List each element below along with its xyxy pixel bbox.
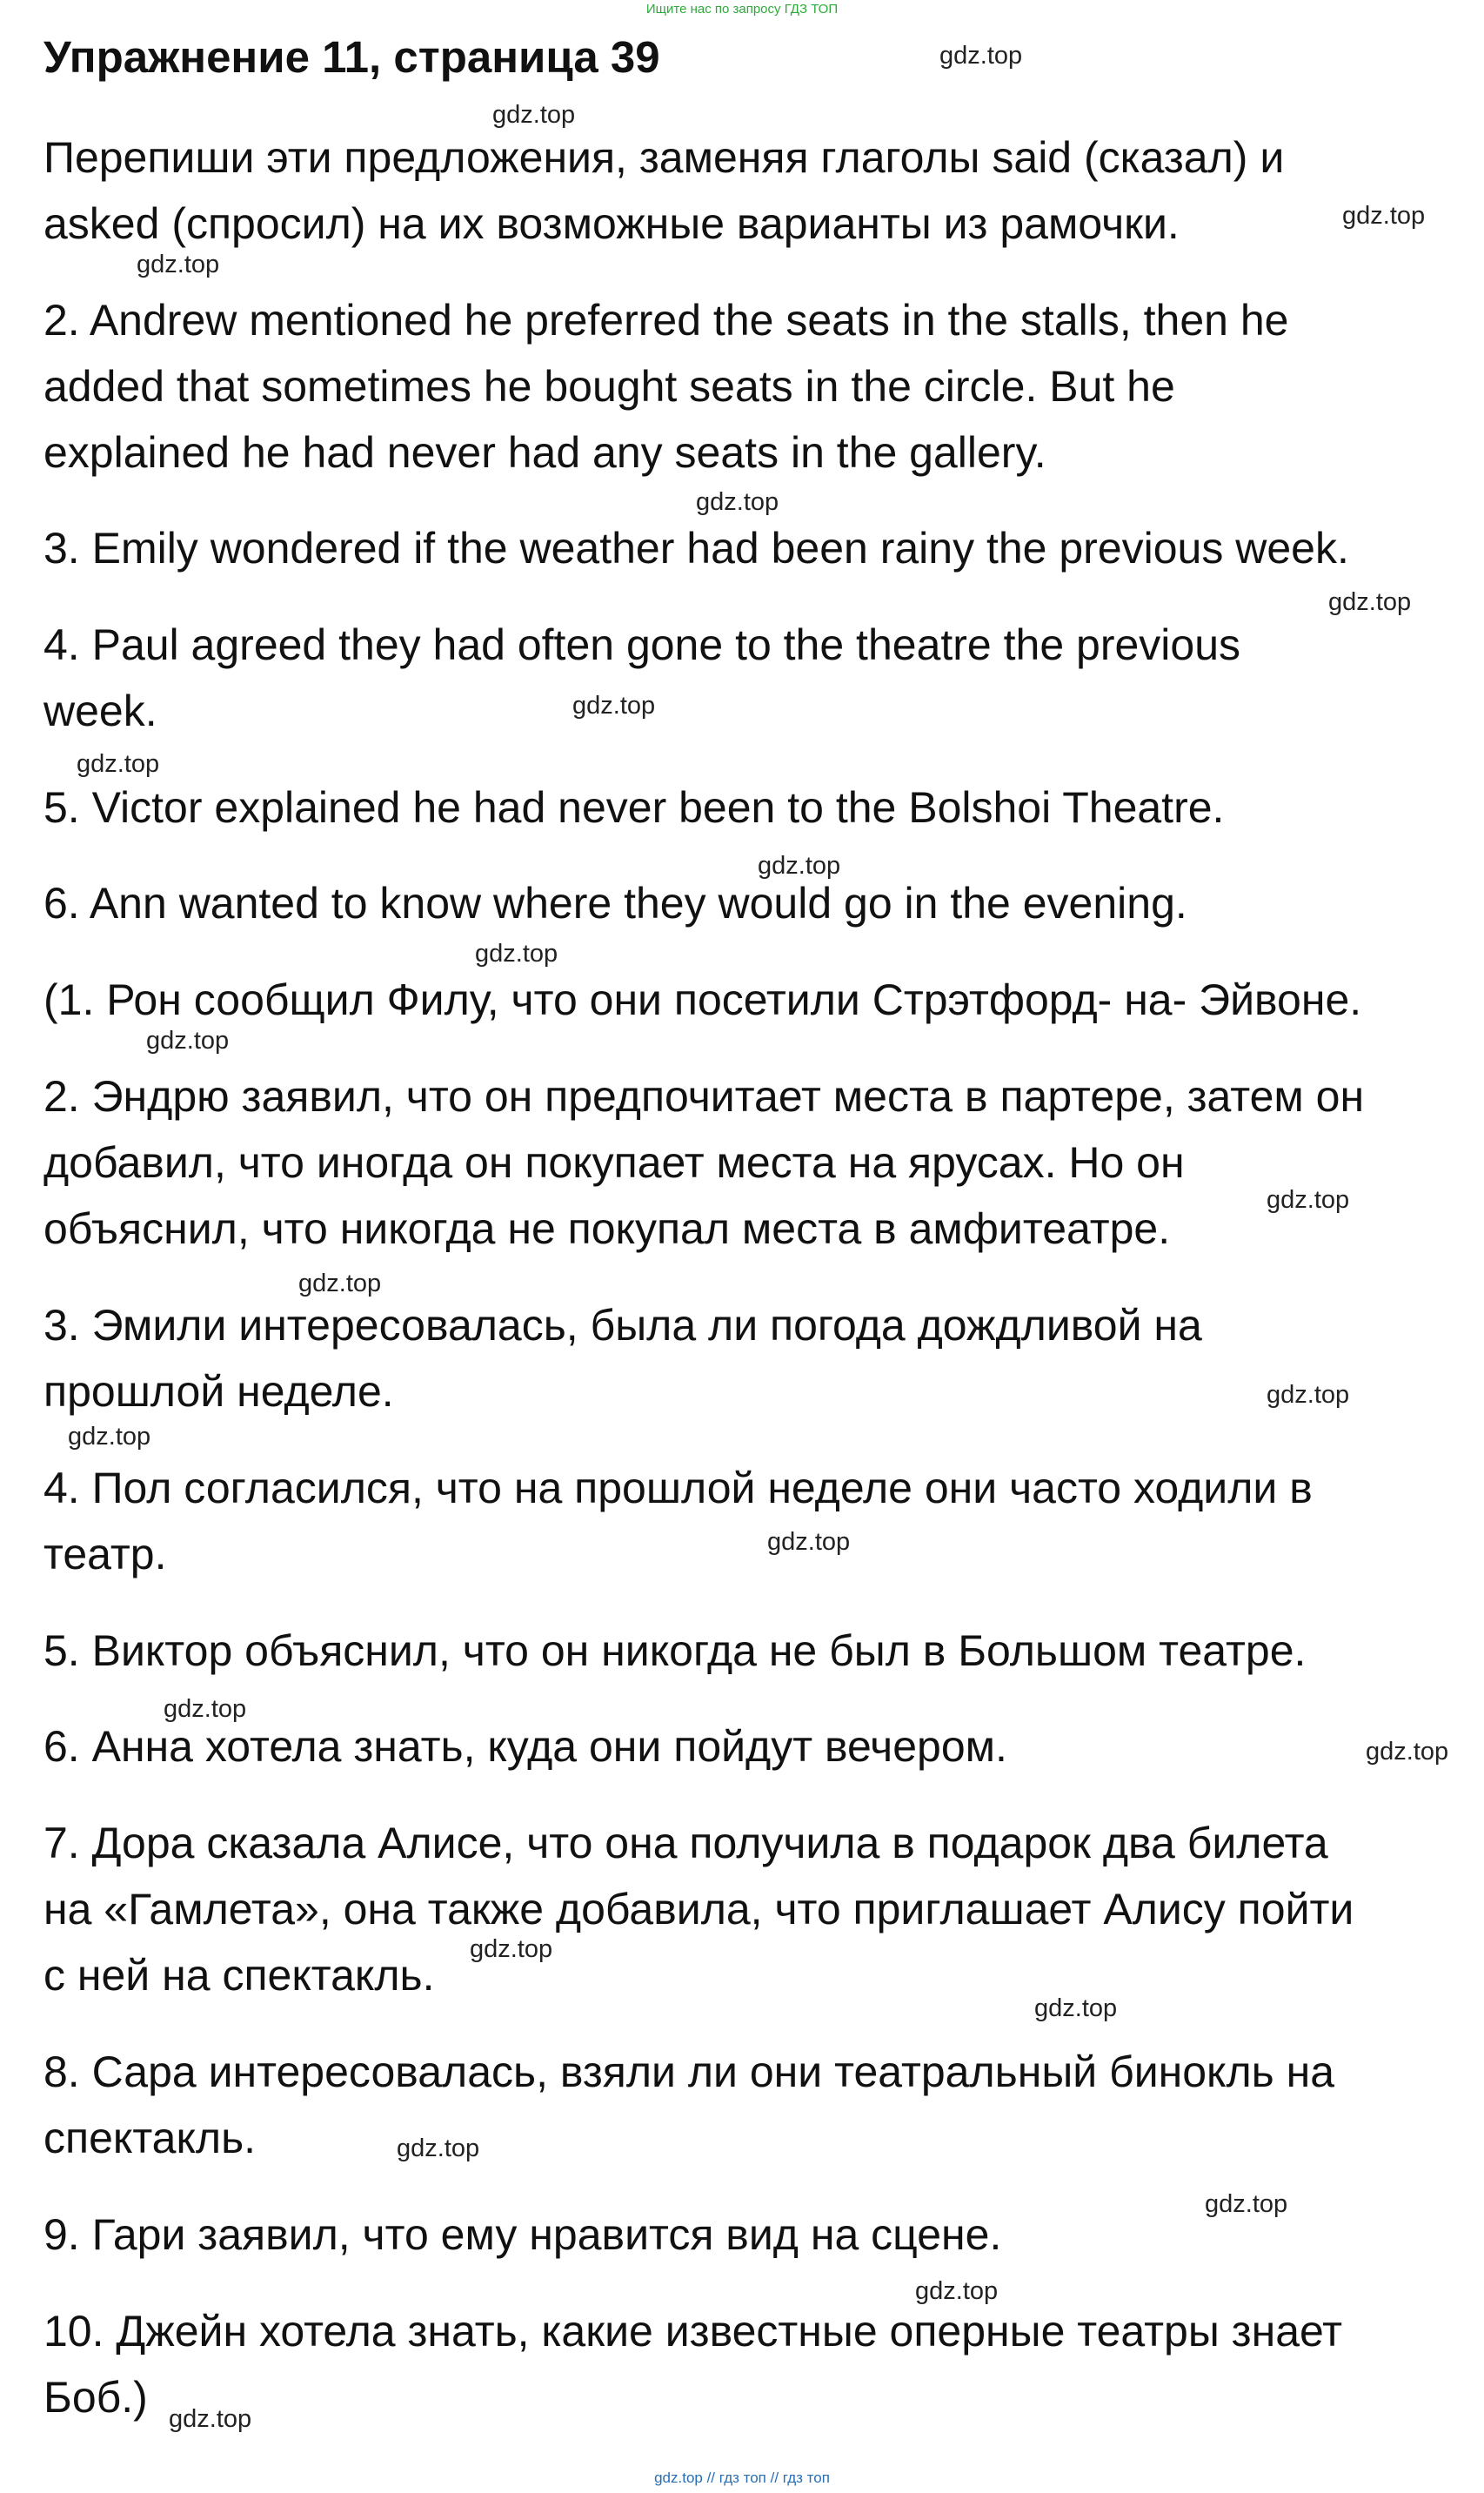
instruction-line: asked (спросил) на их возможные варианты из рамочки. [43,199,1180,248]
watermark: gdz.top [397,2134,480,2162]
watermark: gdz.top [767,1528,851,1556]
russian-line: объяснил, что никогда не покупал места в амфитеатре. [43,1204,1171,1253]
top-banner: Ищите нас по запросу ГДЗ ТОП [645,2,839,17]
russian-line: 4. Пол согласился, что на прошлой неделе они часто ходили в [43,1464,1313,1512]
english-line: 2. Andrew mentioned he preferred the seats in the stalls, then he [43,296,1289,345]
watermark: gdz.top [1205,2190,1288,2218]
page-title: Упражнение 11, страница 39 [43,32,660,82]
watermark: gdz.top [492,101,576,129]
english-line: 3. Emily wondered if the weather had been rainy the previous week. [43,524,1349,573]
watermark: gdz.top [77,750,160,778]
russian-line: спектакль. [43,2114,257,2162]
russian-line: 2. Эндрю заявил, что он предпочитает места в партере, затем он [43,1072,1365,1121]
english-line: 5. Victor explained he had never been to the Bolshoi Theatre. [43,783,1225,832]
english-line: added that sometimes he bought seats in the circle. But he [43,362,1175,411]
watermark: gdz.top [68,1423,151,1451]
watermark: gdz.top [1034,1994,1118,2022]
footer: gdz.top // гдз топ // гдз топ [654,2470,830,2486]
english-line: 6. Ann wanted to know where they would go in the evening. [43,879,1187,928]
watermark: gdz.top [572,692,656,720]
russian-line: театр. [43,1530,167,1578]
russian-line: (1. Рон сообщил Филу, что они посетили Стрэтфорд- на- Эйвоне. [43,975,1362,1024]
watermark: gdz.top [758,852,841,880]
watermark: gdz.top [1342,202,1426,230]
russian-line: с ней на спектакль. [43,1951,435,2000]
english-line: explained he had never had any seats in the gallery. [43,428,1046,477]
watermark: gdz.top [137,251,220,278]
watermark: gdz.top [1267,1381,1350,1409]
russian-line: 7. Дора сказала Алисе, что она получила в подарок два билета [43,1819,1328,1867]
russian-line: 3. Эмили интересовалась, была ли погода дождливой на [43,1301,1202,1350]
watermark: gdz.top [169,2405,252,2433]
russian-line: 8. Сара интересовалась, взяли ли они театральный бинокль на [43,2047,1335,2096]
watermark: gdz.top [164,1695,247,1723]
russian-line: Боб.) [43,2373,148,2422]
russian-line: 6. Анна хотела знать, куда они пойдут вечером. [43,1722,1007,1771]
russian-line: 5. Виктор объяснил, что он никогда не был в Большом театре. [43,1626,1307,1675]
russian-line: 10. Джейн хотела знать, какие известные оперные театры знает [43,2307,1343,2356]
russian-line: прошлой неделе. [43,1367,394,1416]
watermark: gdz.top [475,940,558,968]
watermark: gdz.top [1267,1186,1350,1214]
watermark: gdz.top [1328,588,1412,616]
english-line: 4. Paul agreed they had often gone to the theatre the previous [43,620,1241,669]
watermark: gdz.top [915,2277,999,2305]
watermark: gdz.top [298,1270,382,1297]
instruction-line: Перепиши эти предложения, заменяя глаголы said (сказал) и [43,133,1285,182]
russian-line: добавил, что иногда он покупает места на ярусах. Но он [43,1138,1185,1187]
english-line: week. [43,687,157,735]
watermark: gdz.top [470,1935,553,1963]
russian-line: на «Гамлета», она также добавила, что приглашает Алису пойти [43,1885,1354,1933]
russian-line: 9. Гари заявил, что ему нравится вид на сцене. [43,2210,1002,2259]
watermark: gdz.top [939,42,1023,70]
watermark: gdz.top [1366,1738,1449,1766]
watermark: gdz.top [146,1027,230,1055]
watermark: gdz.top [696,488,779,516]
